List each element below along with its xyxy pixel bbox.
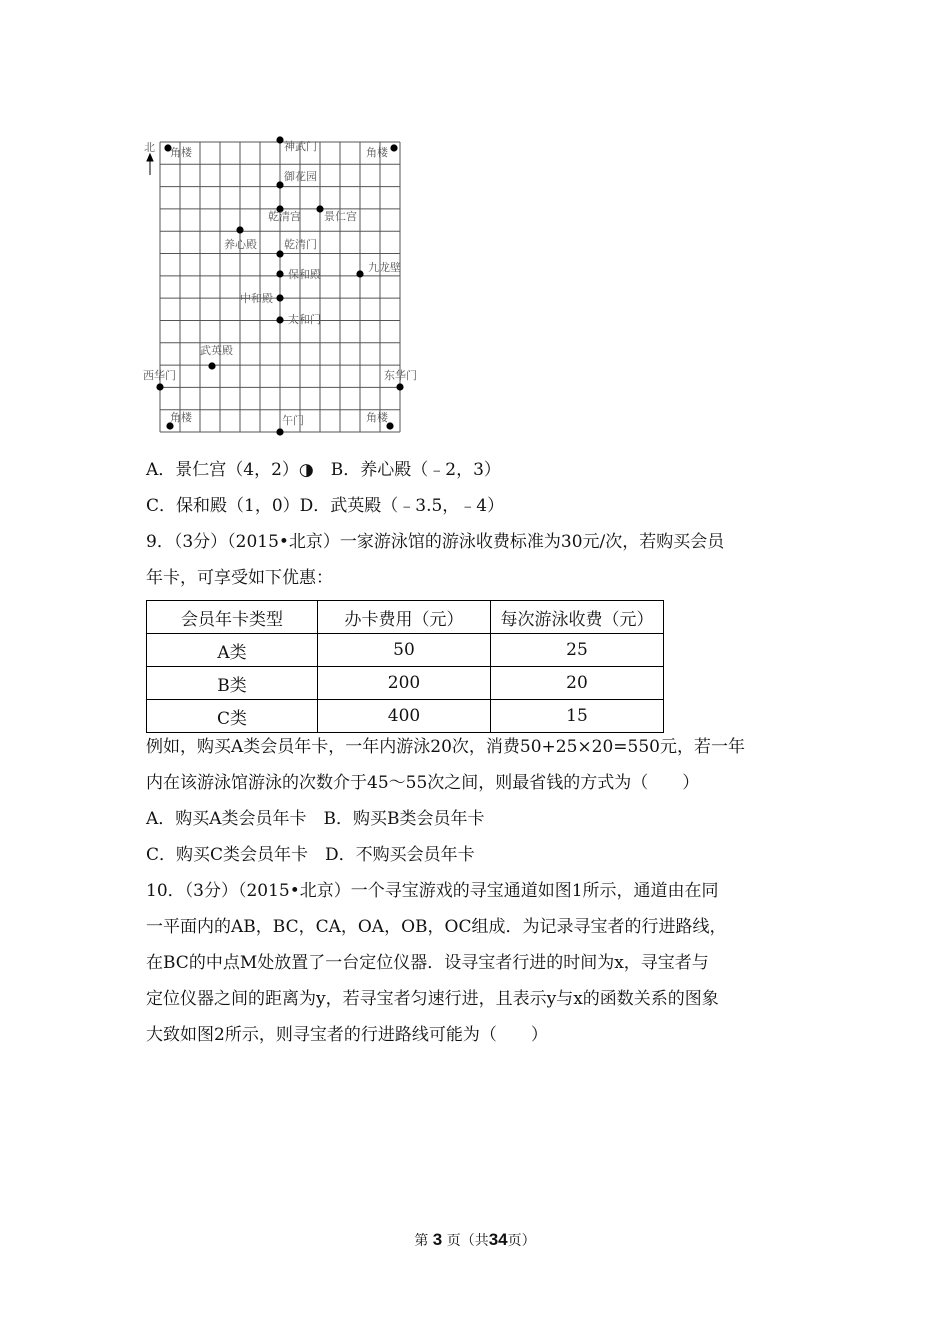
table-cell: 200 [318,667,491,700]
north-label: 北 [144,141,155,154]
table-cell: 50 [318,634,491,667]
label-zhonghedian: 中和殿 [240,292,273,305]
footer-prefix: 第 [414,1233,429,1249]
palace-grid-map [140,130,430,440]
landmark-dot [236,226,243,233]
label-wumen: 午门 [282,414,304,427]
landmark-dot [396,383,403,390]
landmark-dot [356,270,363,277]
q8-options-ab [146,459,501,481]
label-jiulongbi: 九龙壁 [368,261,401,274]
q10-stem-line3: 在BC的中点M处放置了一台定位仪器．设寻宝者行进的时间为x，寻宝者与 [146,953,709,973]
label-jiaolou-bl: 角楼 [170,411,192,424]
q8-options-cd [146,495,504,517]
table-header-row [147,601,664,634]
landmark-dot [276,181,283,188]
table-row [147,634,664,667]
label-qianqinggong: 乾清宫 [268,210,301,223]
table-cell: 20 [491,667,664,700]
landmark-dot [208,362,215,369]
table-cell: 25 [491,634,664,667]
q9-example-line1: 例如，购买A类会员年卡，一年内游泳20次，消费50+25×20=550元，若一年 [146,737,745,757]
landmark-dot [276,428,283,435]
footer-page-number: 3 [432,1230,443,1249]
table-row [147,700,664,733]
membership-fee-table [146,600,664,733]
label-donghuamen: 东华门 [384,369,417,382]
q10-stem-line5: 大致如图2所示，则寻宝者的行进路线可能为（ ） [146,1025,548,1045]
table-header: 办卡费用（元） [318,601,491,634]
q9-example-line2: 内在该游泳馆游泳的次数介于45～55次之间，则最省钱的方式为（ ） [146,773,700,793]
q10-stem-line4: 定位仪器之间的距离为y，若寻宝者匀速行进，且表示y与x的函数关系的图象 [146,989,719,1009]
label-qianqingmen: 乾清门 [284,238,317,251]
footer-suffix: 页） [507,1233,536,1249]
q10-stem-line2: 一平面内的AB，BC，CA，OA，OB，OC组成．为记录寻宝者的行进路线， [146,917,727,937]
q9-stem-line2: 年卡，可享受如下优惠： [146,568,333,588]
table-cell: B类 [147,667,318,700]
table-cell: A类 [147,634,318,667]
label-jiaolou-br: 角楼 [366,411,388,424]
landmark-dot [156,383,163,390]
q8-option-b: B．养心殿（﹣2，3） [330,460,501,480]
label-shenwumen: 神武门 [284,140,317,153]
label-jiaolou-tl: 角楼 [170,146,192,159]
q8-option-a-mark: ◑ [298,460,314,480]
landmark-dot [390,144,397,151]
footer-total-pages: 34 [488,1230,508,1249]
label-jingrengong: 景仁宫 [324,210,357,223]
landmark-dot [276,136,283,143]
label-baohedian: 保和殿 [288,268,321,281]
footer-mid: 页（共 [446,1233,489,1249]
q8-option-d: D．武英殿（﹣3.5，﹣4） [299,496,505,516]
landmark-dot [276,316,283,323]
q8-option-c: C．保和殿（1，0） [146,496,300,516]
q9-stem-line1: 9．（3分）（2015•北京）一家游泳馆的游泳收费标准为30元/次，若购买会员 [146,532,725,552]
table-row [147,667,664,700]
landmark-dot [276,270,283,277]
label-yangxindian: 养心殿 [224,238,257,251]
label-wuyingdian: 武英殿 [200,344,233,357]
label-xihuamen: 西华门 [143,369,176,382]
page-footer [0,1230,950,1250]
label-jiaolou-tr: 角楼 [366,146,388,159]
q9-options-ab: A．购买A类会员年卡 B．购买B类会员年卡 [146,809,485,829]
table-header: 每次游泳收费（元） [491,601,664,634]
table-header: 会员年卡类型 [147,601,318,634]
q10-stem-line1: 10．（3分）（2015•北京）一个寻宝游戏的寻宝通道如图1所示，通道由在同 [146,881,719,901]
palace-map-svg [140,130,430,440]
label-yuhuayuan: 御花园 [284,170,317,183]
q8-option-a: A．景仁宫（4，2） [146,460,299,480]
north-arrow-icon [147,154,153,175]
landmark-dot [276,294,283,301]
table-cell: 15 [491,700,664,733]
landmark-dot [316,205,323,212]
label-taihemen: 太和门 [288,313,321,326]
q9-options-cd: C．购买C类会员年卡 D．不购买会员年卡 [146,845,475,865]
landmark-dot [276,250,283,257]
table-cell: C类 [147,700,318,733]
table-cell: 400 [318,700,491,733]
